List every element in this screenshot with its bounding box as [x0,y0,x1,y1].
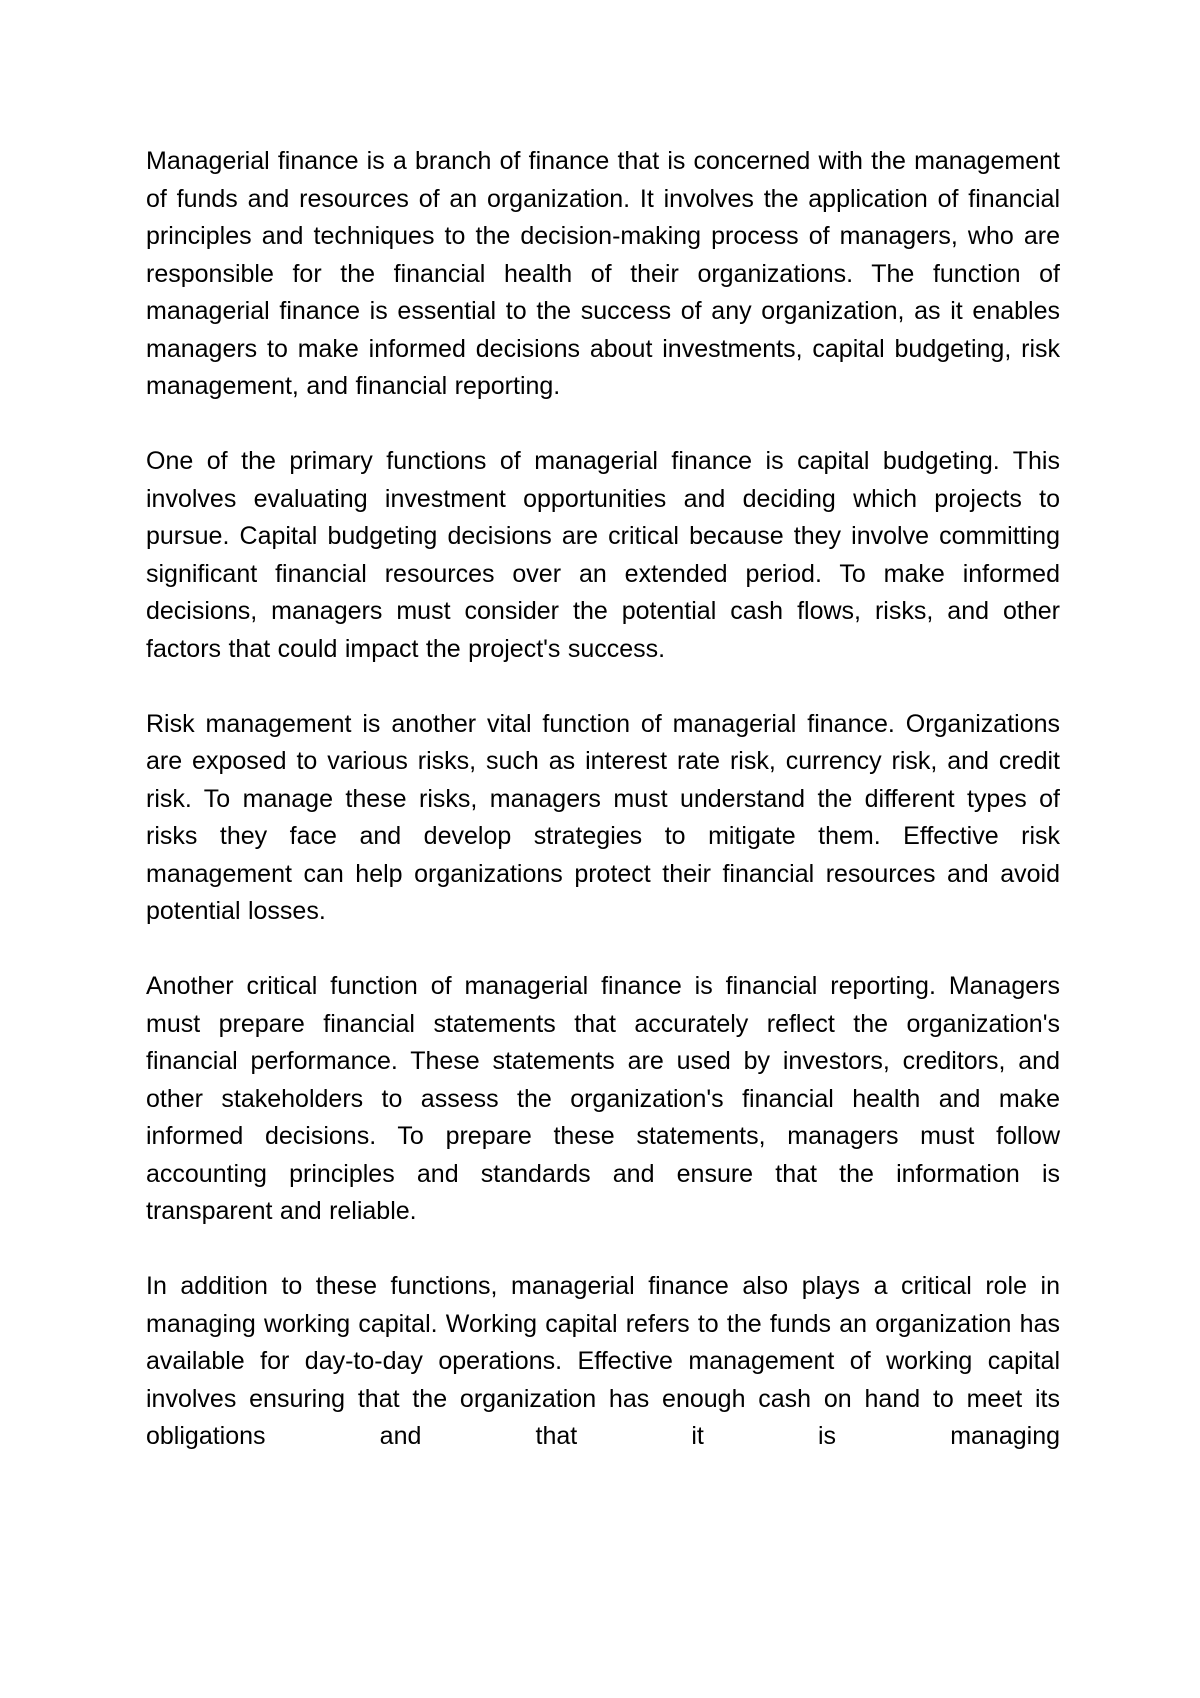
paragraph-capital-budgeting: One of the primary functions of managerial finance is capital budgeting. This involves evaluating investment opportunities and deciding which projects to pursue. Capital budgeting decisions are critical because they involve committing significant financial resources over an extended period. To make informed decisions, managers must consider the potential cash flows, risks, and other factors that could impact the project's success. [146,447,1060,663]
paragraph-financial-reporting: Another critical function of managerial finance is financial reporting. Managers must prepare financial statements that accurately reflect the organization's financial performance. These statements are used by investors, creditors, and other stakeholders to assess the organization's financial health and make informed decisions. To prepare these statements, managers must follow accounting principles and standards and ensure that the information is transparent and reliable. [146,972,1060,1225]
paragraph-risk-management: Risk management is another vital function of managerial finance. Organizations are exposed to various risks, such as interest rate risk, currency risk, and credit risk. To manage these risks, managers must understand the different types of risks they face and develop strategies to mitigate them. Effective risk management can help organizations protect their financial resources and avoid potential losses. [146,709,1060,925]
document-body [146,143,1060,1456]
paragraph-intro: Managerial finance is a branch of finance that is concerned with the management of funds and resources of an organization. It involves the application of financial principles and techniques to the decision-making process of managers, who are responsible for the financial health of their organizations. The function of managerial finance is essential to the success of any organization, as it enables managers to make informed decisions about investments, capital budgeting, risk management, and financial reporting. [146,147,1060,400]
paragraph-working-capital: In addition to these functions, managerial finance also plays a critical role in managing working capital. Working capital refers to the funds an organization has available for day-to-day operations. Effective management of working capital involves ensuring that the organization has enough cash on hand to meet its obligations and that it is managing [146,1272,1060,1450]
